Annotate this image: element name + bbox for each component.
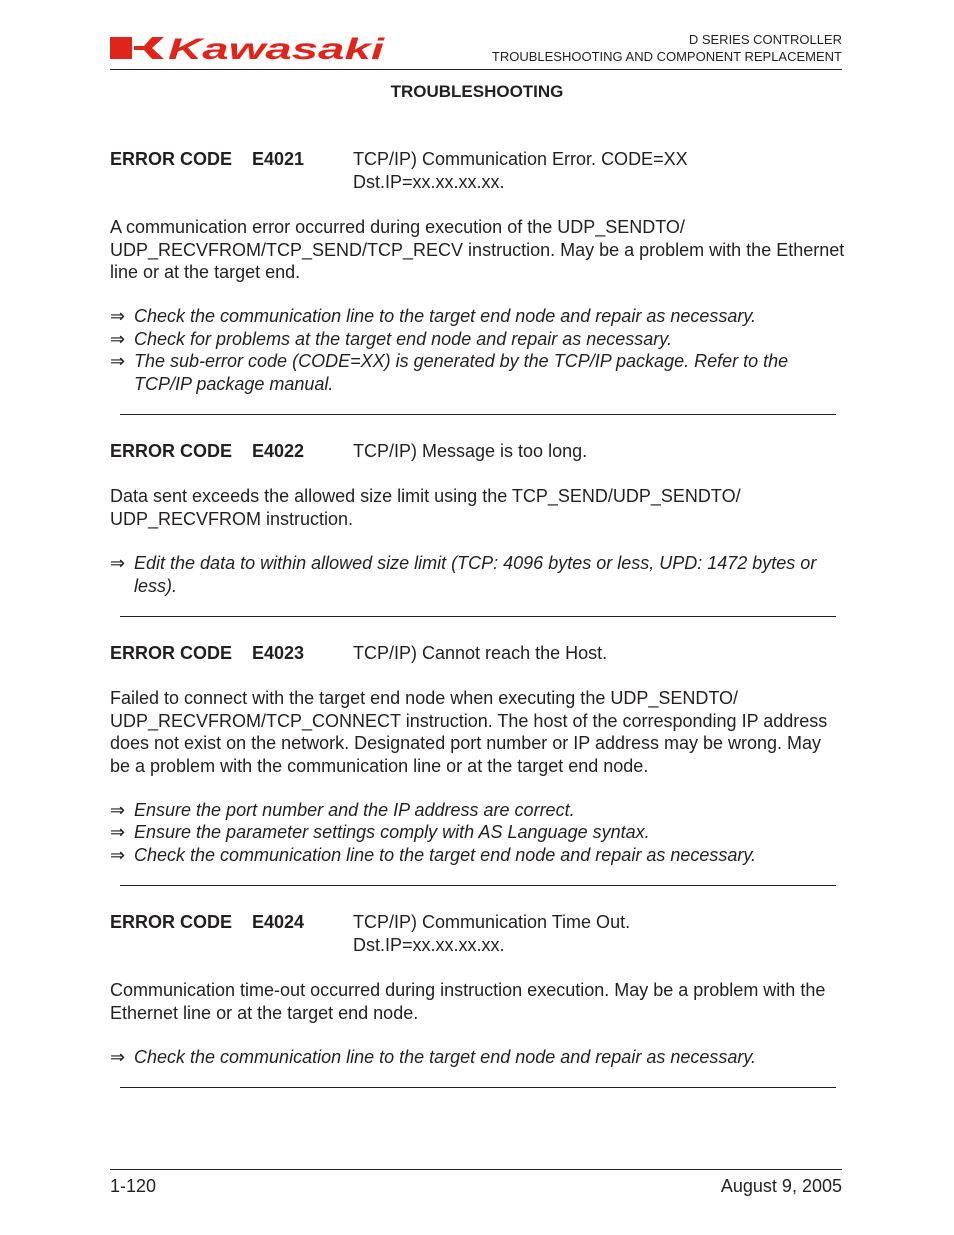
error-description: TCP/IP) Communication Time Out. xyxy=(353,912,631,932)
arrow-icon: ⇒ xyxy=(110,800,126,820)
error-code-number: E4021 xyxy=(252,149,305,169)
error-code-label: ERROR CODE xyxy=(110,643,233,663)
error-code-label: ERROR CODE xyxy=(110,149,233,169)
remedy-item xyxy=(110,821,845,844)
arrow-icon: ⇒ xyxy=(110,822,126,842)
error-description-line2: Dst.IP=xx.xx.xx.xx. xyxy=(353,172,505,192)
error-code-number: E4022 xyxy=(252,441,305,461)
kawasaki-logo xyxy=(110,33,386,63)
remedy-item xyxy=(110,305,845,328)
remedy-text: Check for problems at the target end node and repair as necessary. xyxy=(134,329,672,349)
publication-date: August 9, 2005 xyxy=(720,1176,842,1196)
remedy-item xyxy=(110,844,845,867)
arrow-icon: ⇒ xyxy=(110,351,126,371)
section-title: TROUBLESHOOTING xyxy=(390,82,564,101)
section-divider xyxy=(120,616,836,617)
remedy-text: Check the communication line to the target end node and repair as necessary. xyxy=(134,306,757,326)
remedy-text: Check the communication line to the target end node and repair as necessary. xyxy=(134,1047,757,1067)
arrow-icon: ⇒ xyxy=(110,553,126,573)
arrow-icon: ⇒ xyxy=(110,329,126,349)
page-number: 1-120 xyxy=(110,1176,157,1196)
remedy-text: Edit the data to within allowed size limit (TCP: 4096 bytes or less, UPD: 1472 bytes or less). xyxy=(134,553,817,596)
error-description: TCP/IP) Message is too long. xyxy=(353,441,588,461)
error-code-label: ERROR CODE xyxy=(110,441,233,461)
remedy-item xyxy=(110,799,845,822)
error-code-label: ERROR CODE xyxy=(110,912,233,932)
section-divider xyxy=(120,1087,836,1088)
section-divider xyxy=(120,885,836,886)
header-series: D SERIES CONTROLLER xyxy=(688,32,842,47)
arrow-icon: ⇒ xyxy=(110,845,126,865)
error-description-line2: Dst.IP=xx.xx.xx.xx. xyxy=(353,935,505,955)
logo-wordmark: Kawasaki xyxy=(168,33,386,63)
arrow-icon: ⇒ xyxy=(110,306,126,326)
section-divider xyxy=(120,414,836,415)
remedy-item xyxy=(110,1046,845,1069)
remedy-text: The sub-error code (CODE=XX) is generated by the TCP/IP package. Refer to the TCP/IP package manual. xyxy=(134,351,789,394)
error-description: TCP/IP) Cannot reach the Host. xyxy=(353,643,608,663)
error-explanation: Data sent exceeds the allowed size limit using the TCP_SEND/UDP_SENDTO/ UDP_RECVFROM instruction. xyxy=(110,486,741,529)
error-explanation: Failed to connect with the target end node when executing the UDP_SENDTO/ UDP_RECVFROM/TCP_CONNECT instruction. The host of the corresponding IP address does not exist on the network. Designated port number or IP address may be wrong. May be a problem with the communication line or at the target end node. xyxy=(110,688,828,776)
error-code-number: E4023 xyxy=(252,643,305,663)
error-description: TCP/IP) Communication Error. CODE=XX xyxy=(353,149,688,169)
error-explanation: A communication error occurred during execution of the UDP_SENDTO/ UDP_RECVFROM/TCP_SEND/TCP_RECV instruction. May be a problem with the Ethernet line or at the target end. xyxy=(110,217,845,282)
remedy-text: Ensure the port number and the IP address are correct. xyxy=(134,800,575,820)
remedy-text: Check the communication line to the target end node and repair as necessary. xyxy=(134,845,757,865)
arrow-icon: ⇒ xyxy=(110,1047,126,1067)
footer-rule xyxy=(110,1169,842,1170)
error-explanation: Communication time-out occurred during instruction execution. May be a problem with the Ethernet line or at the target end node. xyxy=(110,980,826,1023)
remedy-item xyxy=(110,350,845,395)
header-rule xyxy=(110,69,842,70)
error-code-number: E4024 xyxy=(252,912,305,932)
remedy-text: Ensure the parameter settings comply with AS Language syntax. xyxy=(134,822,650,842)
header-section: TROUBLESHOOTING AND COMPONENT REPLACEMENT xyxy=(491,49,842,64)
remedy-item xyxy=(110,328,845,351)
remedy-item xyxy=(110,552,845,597)
